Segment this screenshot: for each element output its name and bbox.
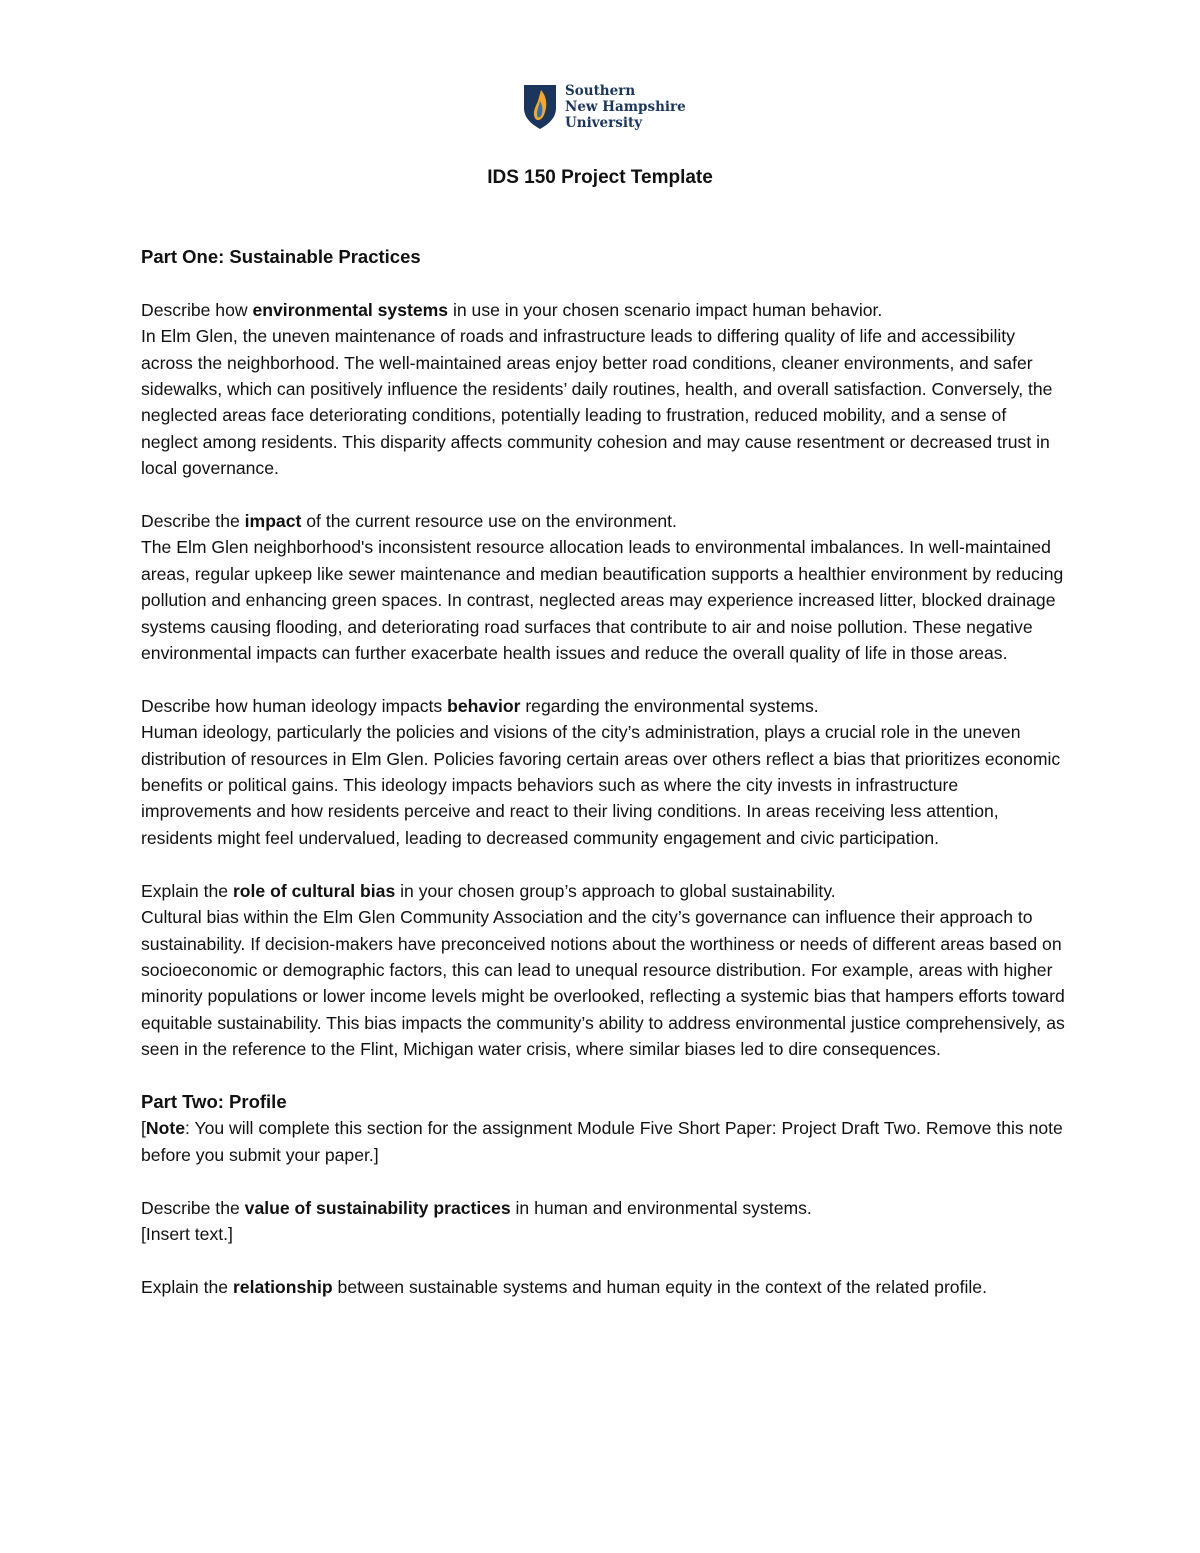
keyword: environmental systems	[252, 299, 449, 320]
part-two-heading: Part Two: Profile	[141, 1090, 287, 1112]
document-body	[141, 244, 1066, 1300]
part-two-question-1: Describe the value of sustainability practices in human and environmental systems.	[141, 1197, 812, 1218]
keyword: behavior	[447, 695, 521, 716]
part-two-answer-1: [Insert text.]	[141, 1223, 233, 1244]
logo-line-3: University	[565, 115, 643, 131]
university-logo	[523, 84, 686, 131]
part-one-answer-2: The Elm Glen neighborhood's inconsistent resource allocation leads to environmental imbalances. In well-maintained areas, regular upkeep like sewer maintenance and median beautification supports a healthier environment by reducing pollution and enhancing green spaces. In contrast, neglected areas may experience increased litter, blocked drainage systems causing flooding, and deteriorating road surfaces that contribute to air and noise pollution. These negative environmental impacts can further exacerbate health issues and reduce the overall quality of life in those areas.	[141, 537, 1064, 664]
note-label: Note	[145, 1118, 185, 1139]
part-one-answer-3: Human ideology, particularly the policies and visions of the city’s administration, plays a crucial role in the uneven distribution of resources in Elm Glen. Policies favoring certain areas over others reflect a bias that prioritizes economic benefits or political gains. This ideology impacts behaviors such as where the city invests in infrastructure improvements and how residents perceive and react to their living conditions. In areas receiving less attention, residents might feel undervalued, leading to decreased community engagement and civic participation.	[141, 722, 1061, 848]
keyword: role of cultural bias	[232, 880, 396, 901]
part-one-question-4: Explain the role of cultural bias in your chosen group’s approach to global sustainability.	[141, 880, 836, 901]
keyword: relationship	[232, 1276, 333, 1297]
logo-wordmark	[565, 83, 686, 131]
logo-line-1: Southern	[565, 83, 636, 99]
flame-shield-icon	[523, 84, 557, 130]
part-one-answer-4: Cultural bias within the Elm Glen Community Association and the city’s governance can influence their approach to sustainability. If decision-makers have preconceived notions about the worthiness or needs of different areas based on socioeconomic or demographic factors, this can lead to unequal resource distribution. For example, areas with higher minority populations or lower income levels might be overlooked, reflecting a systemic bias that hampers efforts toward equitable sustainability. This bias impacts the community’s ability to address environmental justice comprehensively, as seen in the reference to the Flint, Michigan water crisis, where similar biases led to dire consequences.	[141, 907, 1065, 1060]
keyword: value of sustainability practices	[244, 1197, 511, 1218]
part-one-question-3: Describe how human ideology impacts behavior regarding the environmental systems.	[141, 695, 819, 716]
part-one-question-1: Describe how environmental systems in use in your chosen scenario impact human behavior.	[141, 299, 883, 320]
logo-line-2: New Hampshire	[565, 99, 686, 115]
document-title: IDS 150 Project Template	[487, 167, 713, 188]
keyword: impact	[244, 511, 302, 532]
part-one-answer-1: In Elm Glen, the uneven maintenance of roads and infrastructure leads to differing quality of life and accessibility across the neighborhood. The well-maintained areas enjoy better road conditions, cleaner environments, and safer sidewalks, which can positively influence the residents’ daily routines, health, and overall satisfaction. Conversely, the neglected areas face deteriorating conditions, potentially leading to frustration, reduced mobility, and a sense of neglect among residents. This disparity affects community cohesion and may cause resentment or decreased trust in local governance.	[141, 326, 1053, 479]
part-two-note: [Note: You will complete this section for the assignment Module Five Short Paper: Project Draft Two. Remove this note before you submit your paper.]	[141, 1118, 1063, 1165]
part-two-question-2: Explain the relationship between sustainable systems and human equity in the context of the related profile.	[141, 1276, 987, 1297]
part-one-question-2: Describe the impact of the current resource use on the environment.	[141, 511, 677, 532]
part-one-heading: Part One: Sustainable Practices	[141, 246, 421, 267]
